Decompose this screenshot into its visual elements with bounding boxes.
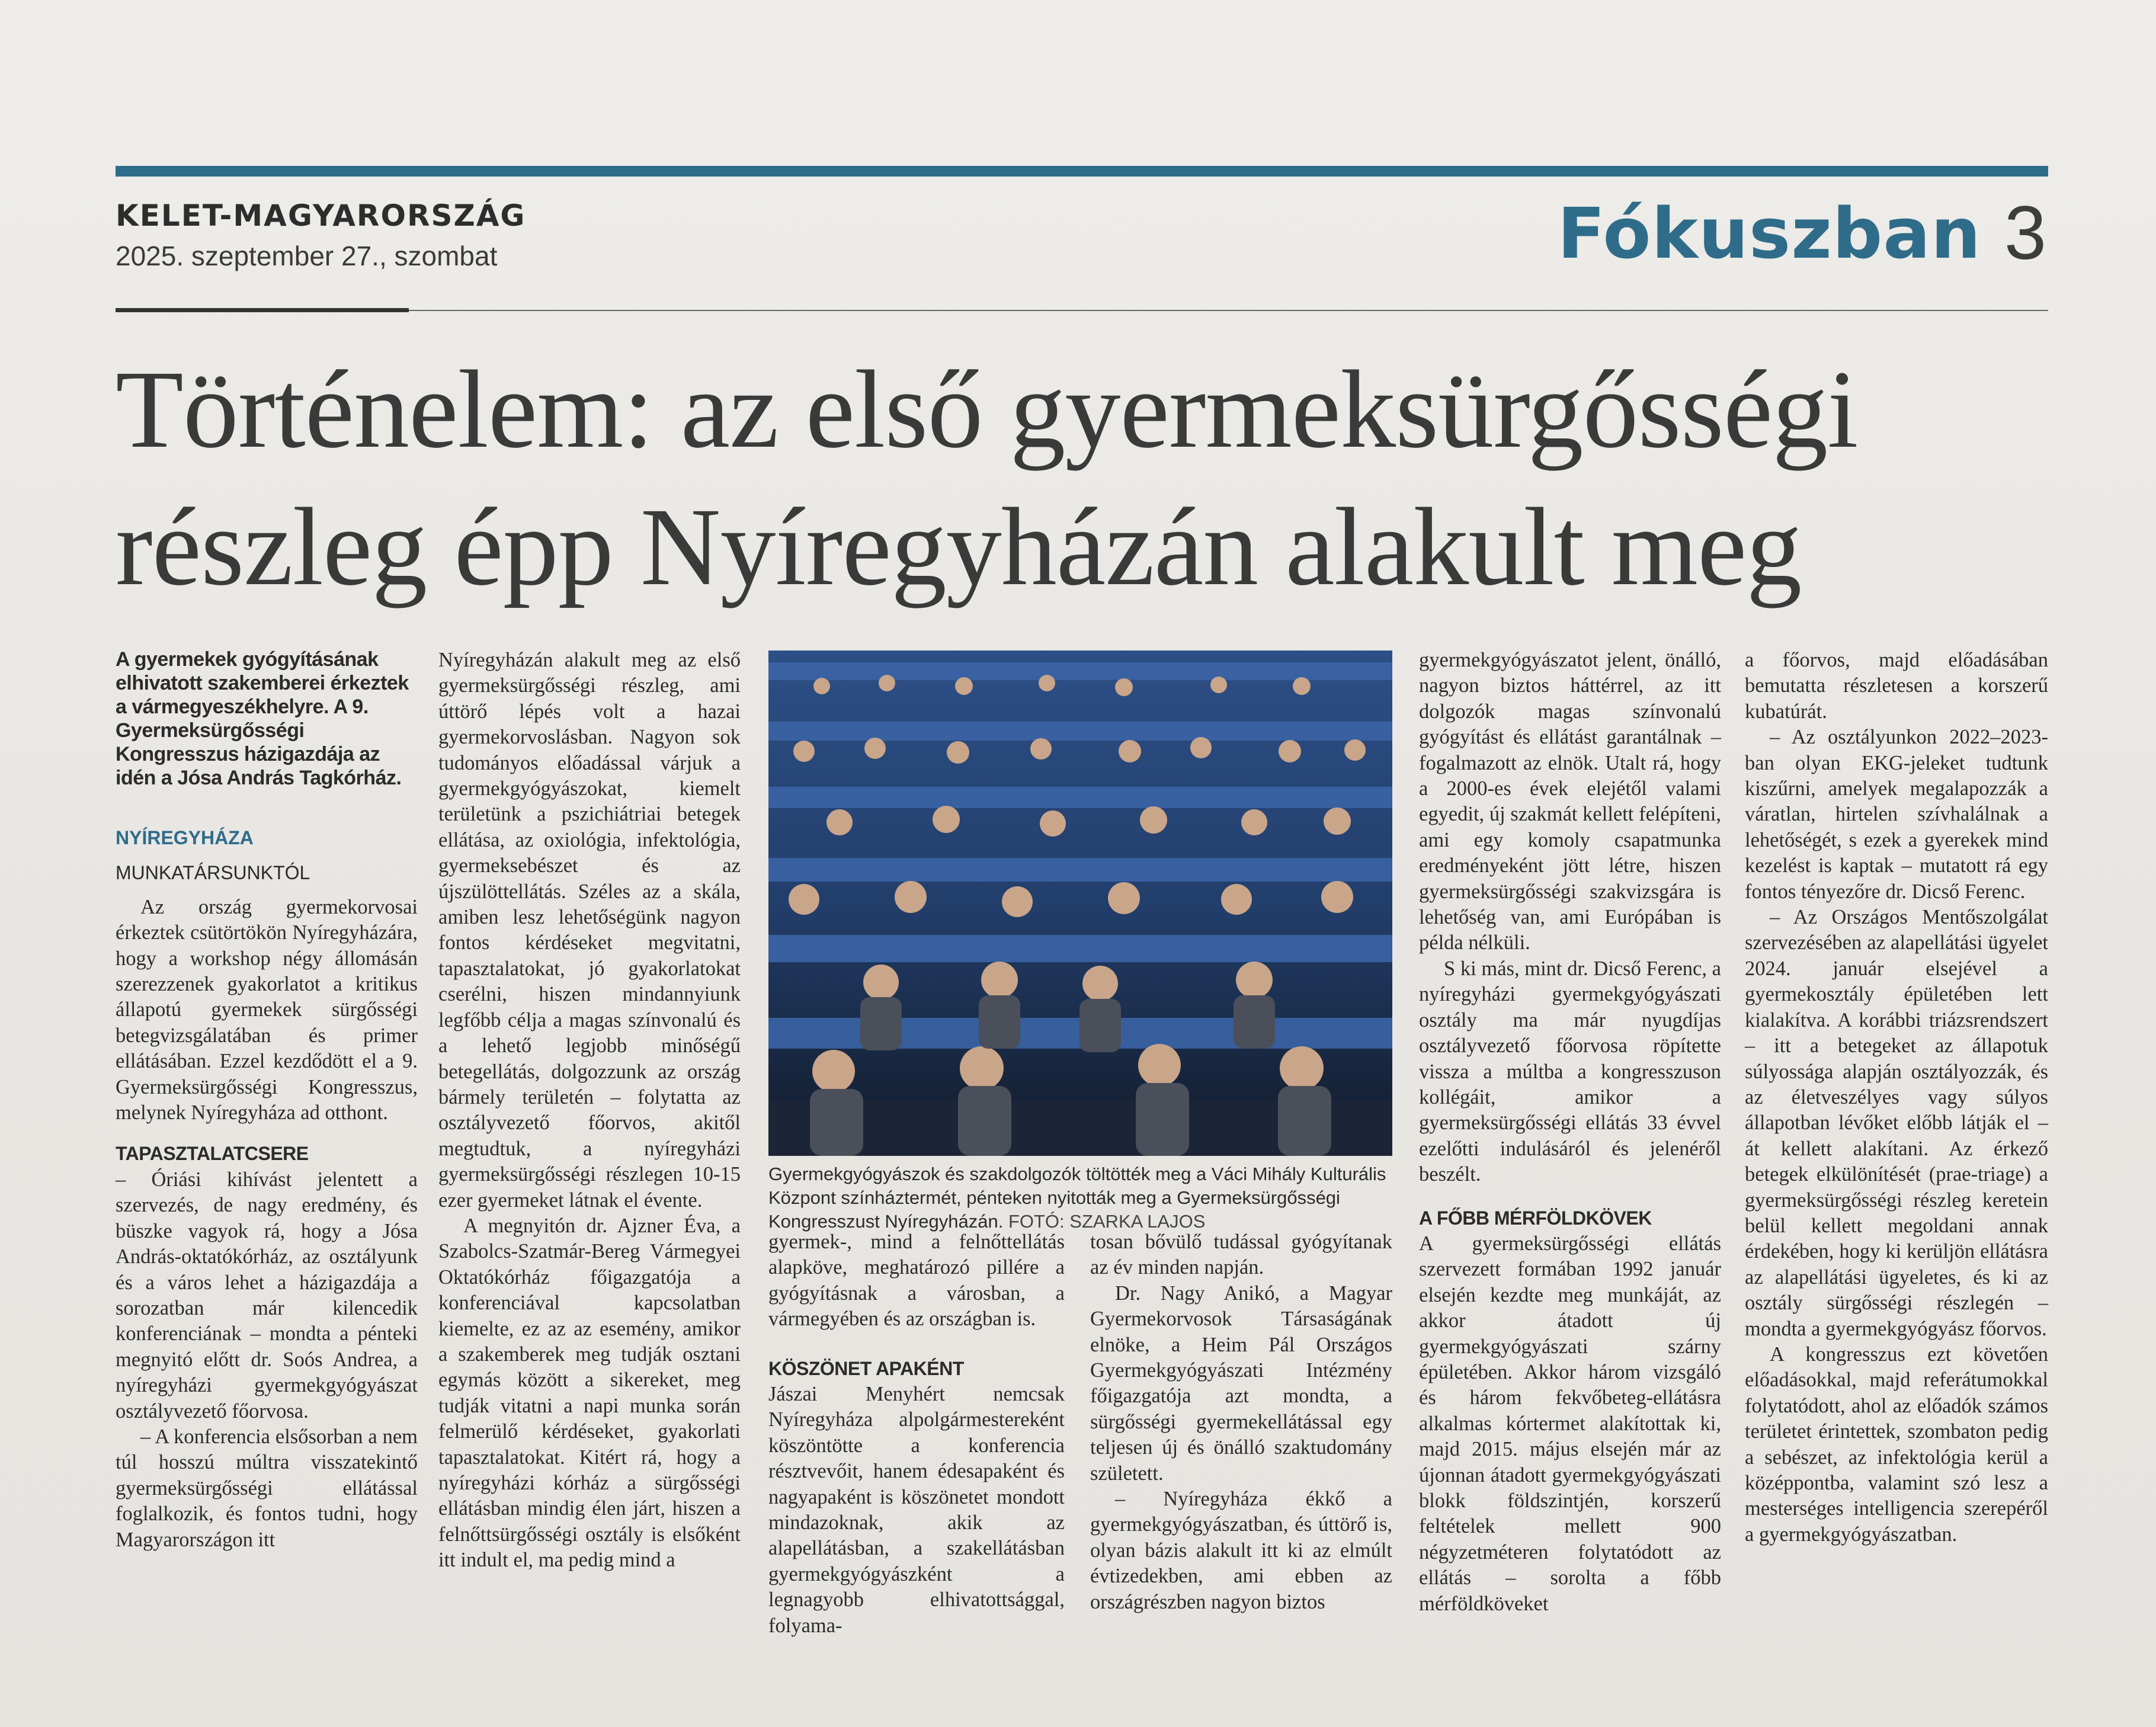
page-number: 3 (2004, 191, 2046, 275)
paragraph: gyermek-, mind a felnőttellátás alapköve, meghatározó pillére a gyógyításnak a városban, a vármegyében és az országban is. (768, 1231, 1065, 1331)
column-4 (1090, 1229, 1392, 1615)
masthead: KELET-MAGYARORSZÁG (116, 198, 526, 233)
column-3 (768, 1229, 1065, 1639)
column-5 (1419, 648, 1721, 1617)
subhead-fobb-merfoldkovek: A FŐBB MÉRFÖLDKÖVEK (1419, 1207, 1652, 1229)
headline-line-1: Történelem: az első gyermeksürgősségi (116, 347, 1858, 471)
header-rule-thick (116, 308, 409, 312)
headline-line-2: részleg épp Nyíregyházán alakult meg (116, 485, 1802, 608)
column-1 (116, 648, 418, 1553)
paragraph: – A konferencia elsősorban a nem túl hosszú múltra visszatekintő gyermeksürgősségi ellátással foglalkozik, és fontos tudni, hogy Magyarországon itt (116, 1425, 418, 1551)
paragraph: – Nyíregyháza ékkő a gyermekgyógyászatban, és úttörő is, olyan bázis alakult itt ki az elmúlt évtizedekben, ami ebben az országrészben nagyon biztos (1090, 1488, 1392, 1613)
subhead-koszonet-apakent: KÖSZÖNET APAKÉNT (768, 1357, 964, 1379)
paragraph: A gyermeksürgősségi ellátás szervezett formában 1992 január elsején kezdte meg munkáját, az akkor átadott új gyermekgyógyászati szárny épületében. Akkor három vizsgáló és három fekvőbeteg-ellátásra alkalmas kórtermet alakítottak ki, majd 2015. május elsején már az újonnan átadott gyermekgyógyászati blokk földszintjén, korszerű feltételek mellett 900 négyzetméteren folytatódott az ellátás – sorolta a főbb mérföldköveket (1419, 1232, 1721, 1615)
subhead-tapasztalatcsere: TAPASZTALATCSERE (116, 1143, 309, 1165)
paragraph: a főorvos, majd előadásában bemutatta részletesen a korszerű kubatúrát. (1745, 649, 2048, 723)
caption-text: Gyermekgyógyászok és szakdolgozók töltötték meg a Váci Mihály Kulturális Központ színháztermét, pénteken nyitották meg a Gyermeksürgősségi Kongresszust Nyíregyházán. (768, 1164, 1386, 1232)
paragraph: Jászai Menyhért nemcsak Nyíregyháza alpolgármestereként köszöntötte a konferencia résztvevőit, hanem édesapaként és nagyapaként is köszönetet mondott mindazoknak, akik az alapellátásban, a szakellátásban gyermekgyógyászként a legnagyobb elhivatottsággal, folyama- (768, 1383, 1065, 1637)
header-rule-thin (409, 310, 2048, 311)
photo-credit: FOTÓ: SZARKA LAJOS (1008, 1211, 1206, 1232)
paragraph: A kongresszus ezt követően előadásokkal, majd referátumokkal folytatódott, ahol az előadók számos területet érintettek, szombaton pedig a sebészet, az infektológia kerül a középpontba, valamint szó lesz a mesterséges intelligencia szerepéről a gyermekgyógyászatban. (1745, 1342, 2048, 1546)
paragraph: – Az Országos Mentőszolgálat szervezésében az alapellátási ügyelet 2024. január elsejével a gyermekosztály épületében lett kialakítva. A korábbi triázsrendszert – itt a betegeket az állapotuk súlyossága alapján osztályozzák, és az életveszélyes vagy súlyos állapotban lévőket előbb látják el – át kellett alakítani. Az érkező betegek elkülönítését (prae-triage) a gyermeksürgősségi részleg keretein belül kellett megoldani annak érdekében, hogy ki kerüljön ellátásra az alapellátási ügyeletes, és ki az osztály sürgősségi részlegén – mondta a gyermekgyógyász főorvos. (1745, 906, 2048, 1340)
dateline: 2025. szeptember 27., szombat (116, 241, 498, 271)
paragraph: S ki más, mint dr. Dicső Ferenc, a nyíregyházi gyermekgyógyászati osztály ma már nyugdíjas osztályvezető főorvosa röpítette vissza a múltba a kongresszuson kollégáit, amikor a gyermeksürgősségi ellátás 33 évvel ezelőtti indulásáról és jelenéről beszélt. (1419, 957, 1721, 1186)
headline (116, 341, 2071, 616)
photo-caption (768, 1162, 1392, 1233)
column-6 (1745, 648, 2048, 1547)
section-title: Fókuszban (1557, 193, 1981, 274)
byline-author: MUNKATÁRSUNKTÓL (116, 862, 310, 884)
paragraph: – Az osztályunkon 2022–2023-ban olyan EKG-jeleket tudtunk kiszűrni, amelyek megalapozzák a váratlan, hirtelen szívhalálnak a lehetőségét, s ezek a gyerekek mind kezelést is kaptak – mutatott rá egy fontos tényezőre dr. Dicső Ferenc. (1745, 726, 2048, 903)
byline-city: NYÍREGYHÁZA (116, 827, 254, 848)
paragraph: gyermekgyógyászatot jelent, önálló, nagyon biztos háttérrel, az itt dolgozók magas színvonalú gyógyítást és ellátást garantálnak – fogalmazott az elnök. Utalt rá, hogy a 2000-es évek elejétől valami egyedit, új szakmát kellett felépíteni, ami egy komoly csapatmunka eredményeként jött létre, hiszen gyermeksürgősségi szakvizsgára is lehetőség van, ami Európában is példa nélküli. (1419, 649, 1721, 954)
paragraph: tosan bővülő tudással gyógyítanak az év minden napján. (1090, 1231, 1392, 1279)
paragraph: A megnyitón dr. Ajzner Éva, a Szabolcs-Szatmár-Bereg Vármegyei Oktatókórház főigazgatója a konferenciával kapcsolatban kiemelte, ez az az esemény, amikor a szakemberek meg tudják osztani egymás között a sikereket, meg tudják vitatni a napi munka során felmerülő kérdéseket, gyakorlati tapasztalatokat. Kitért rá, hogy a nyíregyházi kórház a sürgősségi ellátásban mindig élen járt, hiszen a felnőttsürgősségi osztály is elsőként itt indult el, ma pedig mind a (438, 1214, 741, 1572)
column-2 (438, 648, 741, 1574)
paragraph: Dr. Nagy Anikó, a Magyar Gyermekorvosok Társaságának elnöke, a Heim Pál Országos Gyermekgyógyászati Intézmény főigazgatója azt mondta, a sürgősségi gyermekellátással egy teljesen új és önálló szaktudomány született. (1090, 1281, 1392, 1485)
paragraph: Nyíregyházán alakult meg az első gyermeksürgősségi részleg, ami úttörő lépés volt a hazai gyermekorvoslásban. Nagyon sok tudományos előadással várjuk a gyermekgyógyászokat, kiemelt területünk a pszichiátriai betegek ellátása, az oxiológia, infektológia, gyermeksebészet és az újszülöttellátás. Széles az a skála, amiben lesz lehetőségünk nagyon fontos kérdéseket megvitatni, tapasztalatokat, jó gyakorlatokat cserélni, hiszen mindannyiunk legfőbb célja a magas színvonalú és a lehető legjobb minőségű betegellátás, dolgozzunk az ország bármely területén – folytatta az osztályvezető főorvos, akitől megtudtuk, a nyíregyházi gyermeksürgősségi részlegen 10-15 ezer gyermeket látnak el évente. (438, 649, 741, 1212)
top-accent-bar (116, 166, 2048, 177)
paragraph: Az ország gyermekorvosai érkeztek csütörtökön Nyíregyházára, hogy a workshop négy állomásán szerezzenek gyakorlatot a kritikus állapotú gyermekek sürgősségi betegvizsgálatában és primer ellátásában. Ezzel kezdődött el a 9. Gyermeksürgősségi Kongresszus, melynek Nyíregyháza ad otthont. (116, 895, 418, 1124)
lead-paragraph: A gyermekek gyógyításának elhivatott szakemberei érkeztek a vármegyeszékhelyre. A 9. Gyermeksürgősségi Kongresszus házigazdája az idén a Jósa András Tagkórház. (116, 648, 409, 789)
conference-audience-photo (768, 651, 1392, 1156)
photo-illustration (768, 651, 1392, 1156)
paragraph: – Óriási kihívást jelentett a szervezés, de nagy eredmény, és büszke vagyok rá, hogy a Jósa András-oktatókórház, az osztályunk és a város lehet a házigazdája a sorozatban már kilencedik konferenciának – mondta a pénteki megnyitó előtt dr. Soós Andrea, a nyíregyházi gyermekgyógyászat osztályvezető főorvosa. (116, 1168, 418, 1422)
